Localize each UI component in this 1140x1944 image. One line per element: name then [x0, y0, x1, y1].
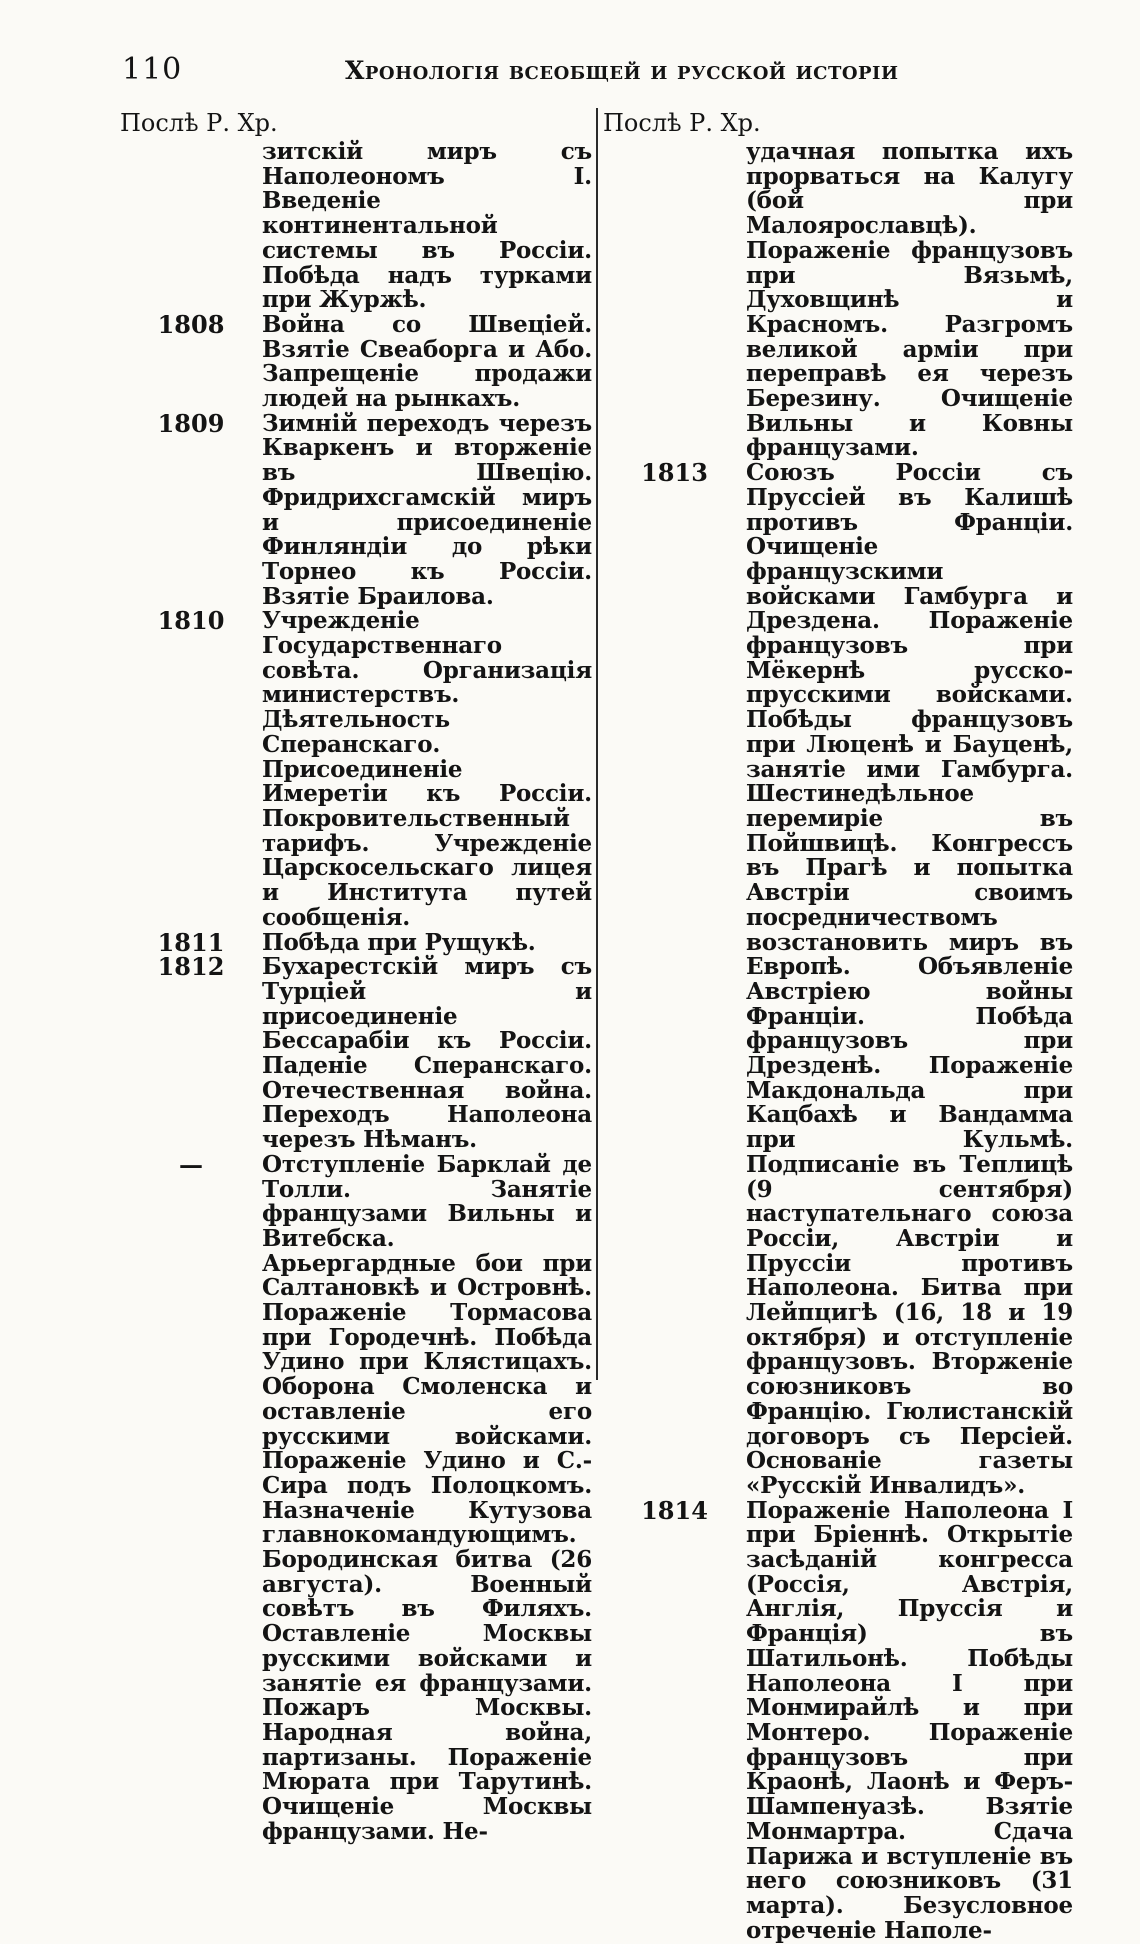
entry-year: 1808: [157, 309, 225, 339]
entry-year: 1814: [641, 1495, 708, 1525]
entry-year: —: [179, 1149, 203, 1179]
entry-text: Союзъ Россіи съ Пруссіей въ Калишѣ противъ Франціи. Очищеніе французскими войсками Гамбурга и Дрездена. Пораженіе французовъ при Мёкернѣ русско-прусскими войсками. Побѣды французовъ при Люценѣ и Бауценѣ, занятіе ими Гамбурга. Шестинедѣльное перемиріе въ Пойшвицѣ. Конгрессъ въ Прагѣ и попытка Австріи своимъ посредничествомъ возстановить миръ въ Европѣ. Объявленіе Австріею войны Франціи. Побѣда французовъ при Дрезденѣ. Пораженіе Макдональда при Кацбахѣ и Вандамма при Кульмѣ. Подписаніе въ Теплицѣ (9 сентября) наступательнаго союза Россіи, Австріи и Пруссіи противъ Наполеона. Битва при Лейпцигѣ (16, 18 и 19 октября) и отступленіе французовъ. Вторженіе союзниковъ во Францію. Гюлистанскій договоръ съ Персіей. Основаніе газеты «Русскій Инвалидъ».: [746, 459, 1073, 1499]
entry-text: зитскій миръ съ Наполеономъ I. Введеніе континентальной системы въ Россіи. Побѣда надъ турками при Журжѣ.: [262, 138, 592, 314]
page-number: 110: [122, 52, 183, 87]
right-column-heading: Послѣ Р. Хр.: [603, 109, 761, 137]
chronology-entry: [120, 140, 592, 313]
chronology-entry: [603, 140, 1073, 461]
entry-text: Отступленіе Барклай де Толли. Занятіе французами Вильны и Витебска. Арьергардные бои при Салтановкѣ и Островнѣ. Пораженіе Тормасова при Городечнѣ. Побѣда Удино при Клястицахъ. Оборона Смоленска и оставленіе его русскими войсками. Пораженіе Удино и С.-Сира подъ Полоцкомъ. Назначеніе Кутузова главнокомандующимъ. Бородинская битва (26 августа). Военный совѣтъ въ Филяхъ. Оставленіе Москвы русскими войсками и занятіе ея французами. Пожаръ Москвы. Народная война, партизаны. Пораженіе Мюрата при Тарутинѣ. Очищеніе Москвы французами. Не-: [262, 1150, 592, 1845]
entry-text: Бухарестскій миръ съ Турціей и присоединеніе Бессарабіи къ Россіи. Паденіе Сперанскаго. Отечественная война. Переходъ Наполеона черезъ Нѣманъ.: [262, 953, 592, 1154]
entry-text: Пораженіе Наполеона I при Бріеннѣ. Открытіе засѣданій конгресса (Россія, Австрія, Англія, Пруссія и Франція) въ Шатильонѣ. Побѣды Наполеона I при Монмирайлѣ и при Монтеро. Пораженіе французовъ при Краонѣ, Лаонѣ и Феръ-Шампенуазѣ. Взятіе Монмартра. Сдача Парижа и вступленіе въ него союзниковъ (31 марта). Безусловное отреченіе Наполе-: [746, 1496, 1073, 1944]
entry-year: 1811: [157, 927, 225, 957]
entry-year: 1812: [157, 952, 225, 982]
entry-year: 1809: [157, 408, 225, 438]
entry-text: Война со Швеціей. Взятіе Свеаборга и Або. Запрещеніе продажи людей на рынкахъ.: [262, 310, 592, 413]
running-title: Хронологія всеобщей и русской исторіи: [345, 56, 899, 85]
chronology-entry: [120, 606, 592, 931]
chronology-entry: [603, 1495, 1073, 1944]
chronology-entry: [120, 1149, 592, 1845]
chronology-entry: [120, 408, 592, 610]
chronology-entry: [120, 309, 592, 413]
right-column: [603, 108, 1073, 1943]
left-column: [120, 108, 592, 1845]
chronology-entry: [120, 952, 592, 1154]
entry-year: 1810: [157, 606, 225, 636]
column-divider: [596, 108, 598, 1380]
entry-text: Побѣда при Рущукѣ.: [262, 928, 536, 956]
entry-text: удачная попытка ихъ прорваться на Калугу (бой при Малоярославцѣ). Пораженіе французовъ при Вязьмѣ, Духовщинѣ и Красномъ. Разгромъ великой арміи при переправѣ ея черезъ Березину. Очищеніе Вильны и Ковны французами.: [746, 138, 1073, 462]
entry-year: 1813: [641, 458, 708, 488]
chronology-entry: [603, 458, 1073, 1499]
left-column-heading: Послѣ Р. Хр.: [120, 109, 278, 137]
entry-text: Учрежденіе Государственнаго совѣта. Организація министерствъ. Дѣятельность Сперанскаго. Присоединеніе Имеретіи къ Россіи. Покровительственный тарифъ. Учрежденіе Царскосельскаго лицея и Института путей сообщенія.: [262, 607, 592, 931]
entry-text: Зимній переходъ черезъ Кваркенъ и вторженіе въ Швецію. Фридрихсгамскій миръ и присоединеніе Финляндіи до рѣки Торнео къ Россіи. Взятіе Браилова.: [262, 409, 592, 610]
